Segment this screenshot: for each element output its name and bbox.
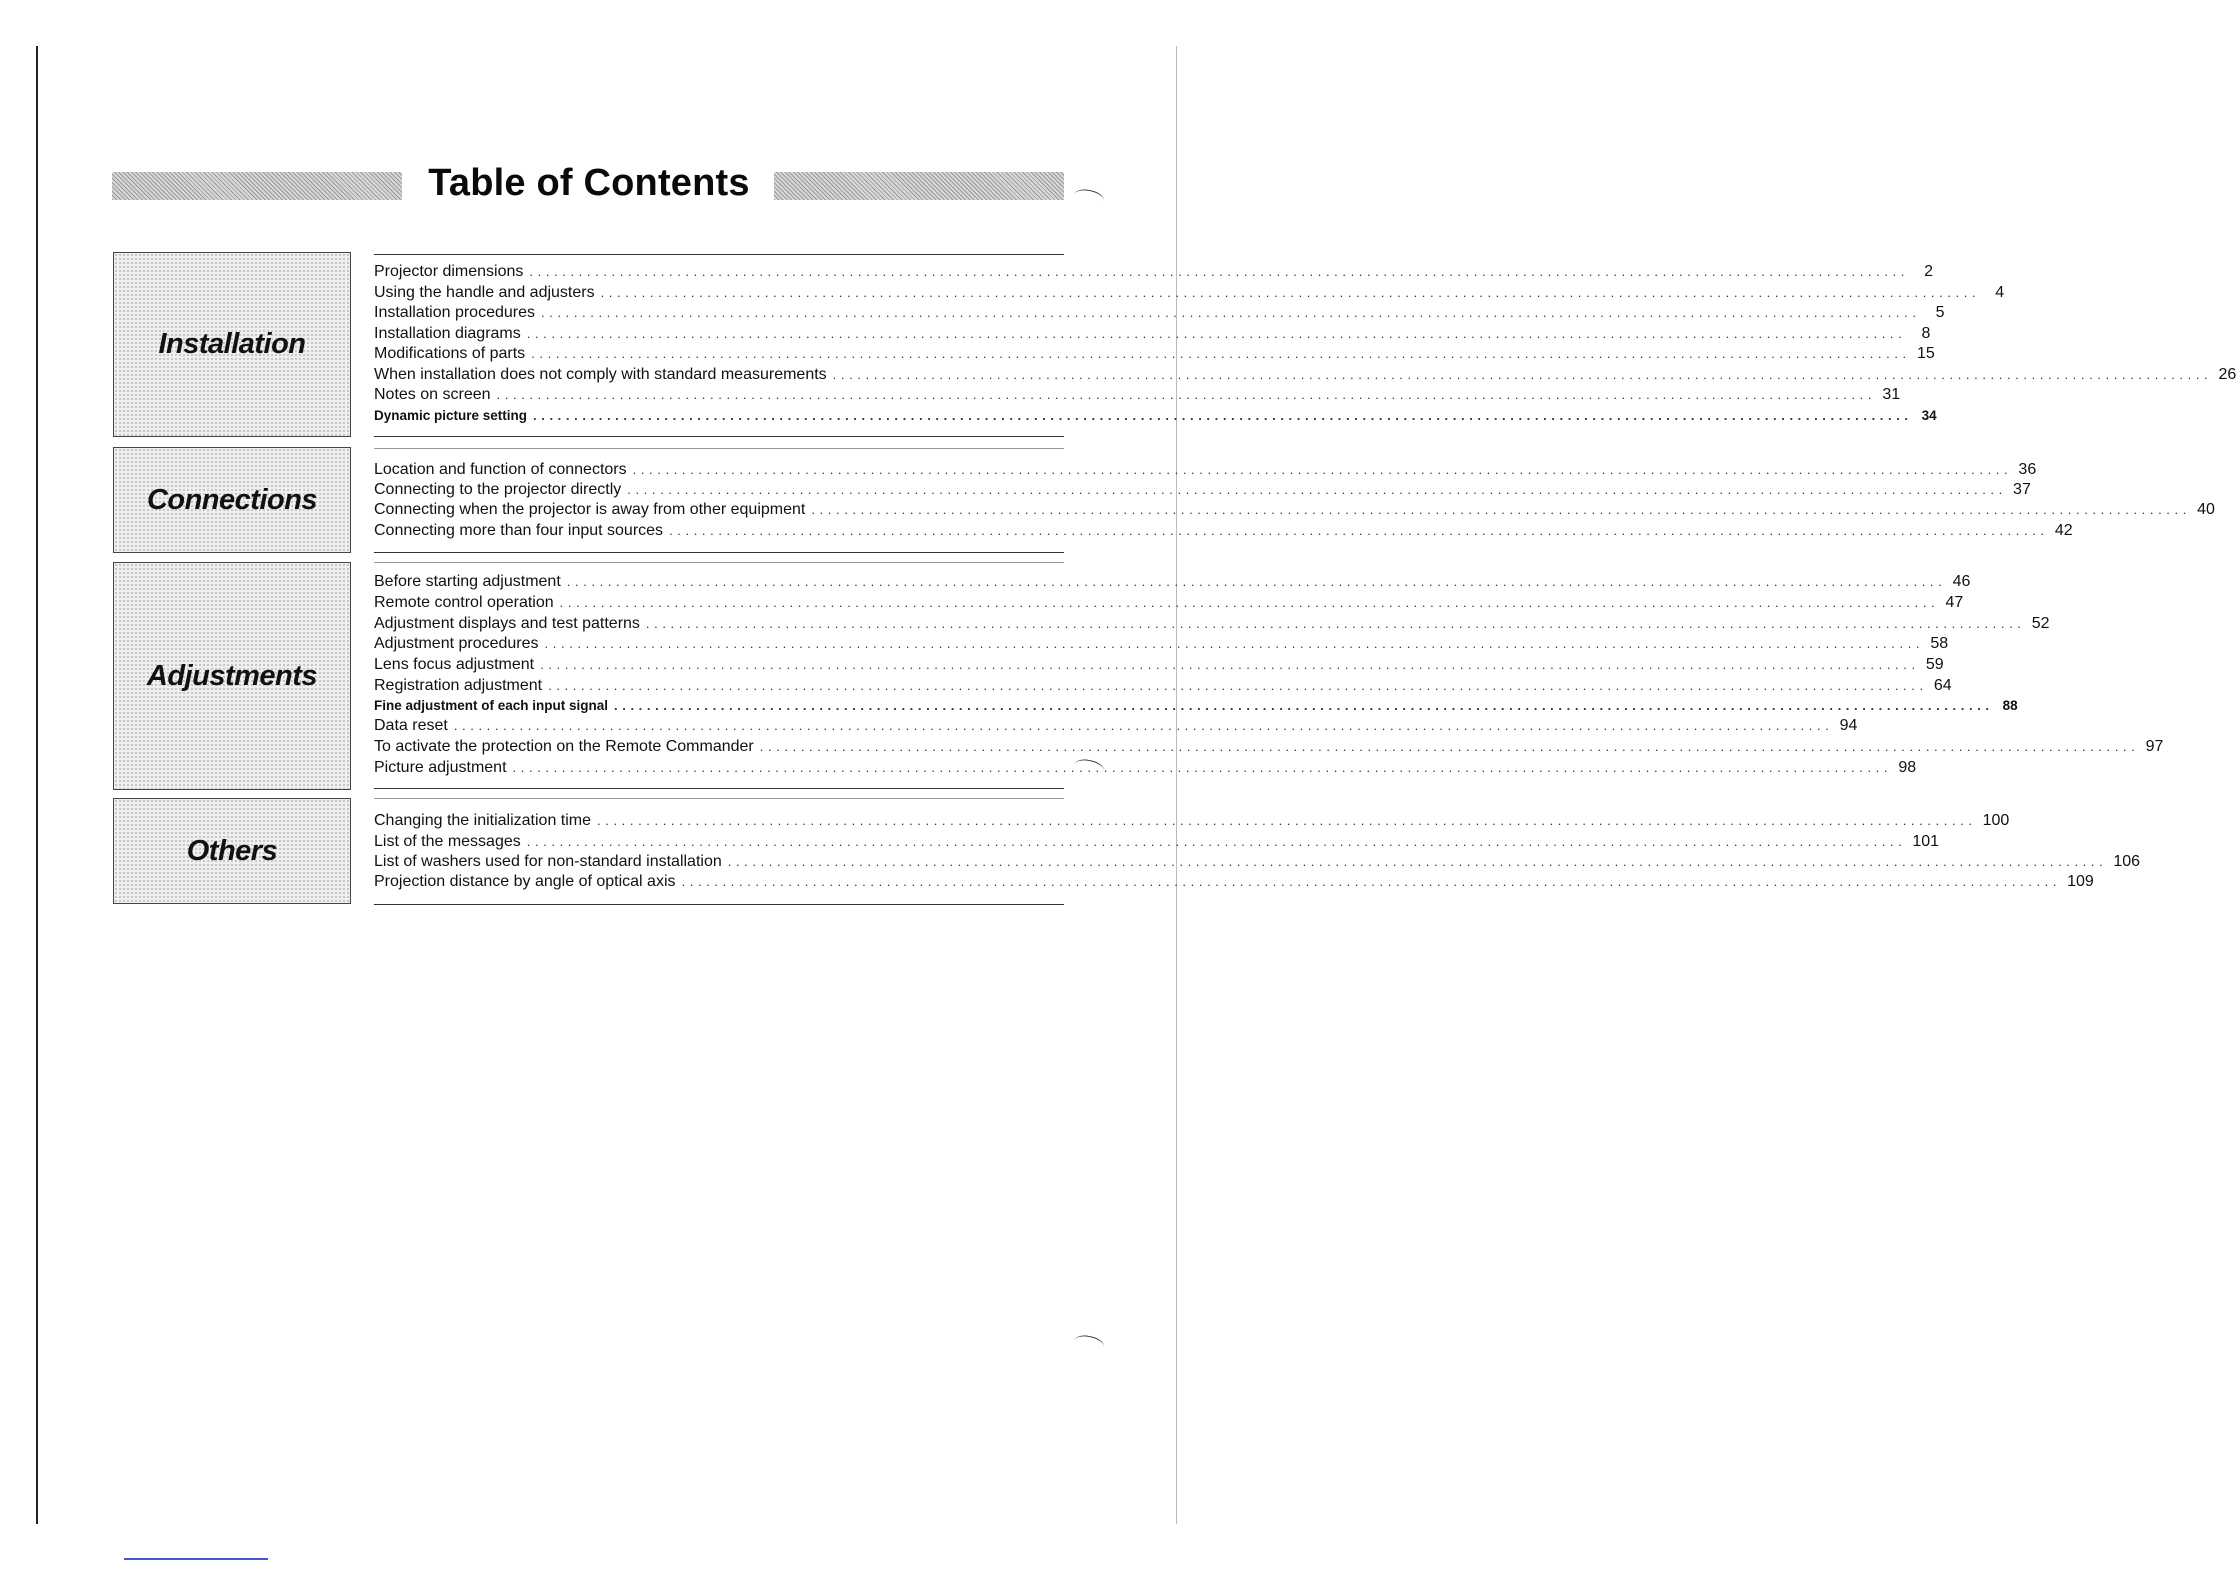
- toc-entry[interactable]: [374, 852, 2141, 872]
- toc-entry[interactable]: [374, 500, 2215, 520]
- toc-entry-page: 97: [2145, 738, 2164, 755]
- section-label-others: Others: [113, 798, 351, 904]
- toc-entry[interactable]: [374, 696, 2018, 716]
- toc-entry[interactable]: [374, 521, 2073, 541]
- leader-dots: ........................................................................................................................................................................: [645, 616, 2026, 631]
- toc-entry[interactable]: [374, 758, 1917, 778]
- toc-entry[interactable]: [374, 676, 1952, 696]
- margin-mark: [1073, 1333, 1105, 1354]
- toc-entry-title: Connecting more than four input sources: [374, 522, 664, 539]
- toc-entry-page: 8: [1921, 325, 1931, 342]
- toc-entry[interactable]: [374, 385, 1901, 405]
- leader-dots: ........................................................................................................................................................................: [548, 678, 1928, 693]
- toc-entry-title: Before starting adjustment: [374, 573, 561, 590]
- leader-dots: ........................................................................................................................................................................: [632, 462, 2013, 477]
- leader-dots: ........................................................................................................................................................................: [526, 326, 1907, 341]
- toc-entry-page: 5: [1935, 304, 1945, 321]
- toc-entry-page: 31: [1882, 386, 1901, 403]
- toc-entry-page: 59: [1925, 656, 1944, 673]
- toc-entry-page: 40: [2197, 501, 2215, 518]
- toc-entry-title: To activate the protection on the Remote Commander: [374, 738, 754, 755]
- toc-entry-page: 100: [1982, 812, 2010, 829]
- toc-entry-page: 98: [1898, 759, 1917, 776]
- section-label-installation: Installation: [113, 252, 351, 437]
- margin-mark: [1073, 187, 1105, 208]
- toc-entry[interactable]: [374, 365, 2236, 385]
- section-rule-top: [374, 254, 1064, 255]
- toc-entry-page: 106: [2113, 853, 2141, 870]
- title-bar-right: [774, 172, 1064, 200]
- leader-dots: ........................................................................................................................................................................: [526, 834, 1907, 849]
- toc-entry-title: Location and function of connectors: [374, 461, 627, 478]
- title-bar-left: [112, 172, 402, 200]
- leader-dots: ........................................................................................................................................................................: [669, 523, 2049, 538]
- leader-dots: ........................................................................................................................................................................: [533, 408, 1913, 423]
- leader-dots: ........................................................................................................................................................................: [811, 502, 2191, 517]
- toc-entry-title: Fine adjustment of each input signal: [374, 698, 609, 713]
- toc-entry-title: Registration adjustment: [374, 677, 543, 694]
- toc-entry[interactable]: [374, 614, 2050, 634]
- leader-dots: ........................................................................................................................................................................: [559, 595, 1940, 610]
- leader-dots: ........................................................................................................................................................................: [540, 305, 1921, 320]
- section-rule-bottom: [374, 552, 1064, 553]
- toc-entry-title: Modifications of parts: [374, 345, 526, 362]
- section-rule-bottom: [374, 436, 1064, 437]
- toc-entry[interactable]: [374, 832, 1940, 852]
- toc-entry-title: Changing the initialization time: [374, 812, 592, 829]
- toc-entry-page: 15: [1916, 345, 1935, 362]
- toc-entry[interactable]: [374, 593, 1964, 613]
- toc-entry[interactable]: [374, 283, 2005, 303]
- toc-entry[interactable]: [374, 262, 1933, 282]
- toc-entry-page: 101: [1912, 833, 1940, 850]
- leader-dots: ........................................................................................................................................................................: [529, 264, 1909, 279]
- toc-entry-page: 46: [1952, 573, 1971, 590]
- toc-block-installation: [374, 254, 2236, 450]
- binding-line-left: [36, 46, 38, 1524]
- toc-block-adjustments: [374, 570, 2164, 800]
- toc-entry-title: Adjustment displays and test patterns: [374, 615, 640, 632]
- toc-entry-title: Installation diagrams: [374, 325, 521, 342]
- toc-entry-page: 58: [1930, 635, 1949, 652]
- leader-dots: ........................................................................................................................................................................: [600, 285, 1981, 300]
- toc-entry[interactable]: [374, 344, 1935, 364]
- leader-dots: ........................................................................................................................................................................: [531, 346, 1911, 361]
- toc-entry-title: Lens focus adjustment: [374, 656, 535, 673]
- section-rule-bottom: [374, 904, 1064, 905]
- toc-entry-title: Connecting when the projector is away from other equipment: [374, 501, 806, 518]
- toc-entry[interactable]: [374, 460, 2037, 480]
- toc-entry[interactable]: [374, 324, 1931, 344]
- toc-entry-title: Adjustment procedures: [374, 635, 539, 652]
- section-rule-bottom: [374, 448, 1064, 449]
- toc-entry-page: 94: [1839, 717, 1858, 734]
- toc-entry-page: 34: [1921, 408, 1937, 423]
- toc-entry[interactable]: [374, 303, 1945, 323]
- leader-dots: ........................................................................................................................................................................: [540, 657, 1920, 672]
- leader-dots: ........................................................................................................................................................................: [614, 698, 1994, 713]
- leader-dots: ........................................................................................................................................................................: [496, 387, 1877, 402]
- toc-entry-page: 26: [2218, 366, 2236, 383]
- toc-entry[interactable]: [374, 811, 2010, 831]
- leader-dots: ........................................................................................................................................................................: [681, 874, 2062, 889]
- toc-entry-page: 37: [2013, 481, 2031, 498]
- toc-entry-title: Picture adjustment: [374, 759, 507, 776]
- toc-entry-title: Using the handle and adjusters: [374, 284, 595, 301]
- leader-dots: ........................................................................................................................................................................: [627, 482, 2007, 497]
- toc-entry-title: Connecting to the projector directly: [374, 481, 622, 498]
- section-rule-bottom: [374, 562, 1064, 563]
- toc-entry[interactable]: [374, 737, 2164, 757]
- toc-entry-title: Data reset: [374, 717, 448, 734]
- toc-entry-page: 47: [1945, 594, 1964, 611]
- toc-entry-title: Remote control operation: [374, 594, 554, 611]
- toc-entry-page: 109: [2067, 873, 2094, 890]
- leader-dots: ........................................................................................................................................................................: [597, 813, 1977, 828]
- page-title: Table of Contents: [428, 162, 750, 204]
- toc-entry-title: Dynamic picture setting: [374, 408, 528, 423]
- toc-entry-title: Installation procedures: [374, 304, 535, 321]
- toc-entry-page: 2: [1924, 263, 1933, 280]
- toc-entry[interactable]: [374, 716, 1858, 736]
- footer-link-underline: [124, 1558, 268, 1560]
- toc-entry-page: 64: [1933, 677, 1952, 694]
- toc-entry-title: When installation does not comply with standard measurements: [374, 366, 827, 383]
- toc-entry[interactable]: [374, 655, 1944, 675]
- leader-dots: ........................................................................................................................................................................: [566, 574, 1947, 589]
- section-rule-bottom: [374, 798, 1064, 799]
- leader-dots: ........................................................................................................................................................................: [544, 636, 1925, 651]
- toc-entry[interactable]: [374, 572, 1971, 592]
- toc-entry-title: Notes on screen: [374, 386, 491, 403]
- toc-entry-page: 52: [2031, 615, 2050, 632]
- leader-dots: ........................................................................................................................................................................: [759, 739, 2140, 754]
- title-row: [112, 160, 1064, 216]
- toc-entry[interactable]: [374, 406, 1937, 426]
- leader-dots: ........................................................................................................................................................................: [453, 718, 1834, 733]
- section-label-connections: Connections: [113, 447, 351, 553]
- toc-entry-title: List of washers used for non-standard installation: [374, 853, 722, 870]
- section-rule-bottom: [374, 788, 1064, 789]
- toc-entry-title: Projector dimensions: [374, 263, 524, 280]
- toc-entry-page: 36: [2018, 461, 2037, 478]
- toc-entry[interactable]: [374, 634, 1949, 654]
- section-label-adjustments: Adjustments: [113, 562, 351, 790]
- leader-dots: ........................................................................................................................................................................: [512, 760, 1893, 775]
- toc-block-others: [374, 808, 2141, 908]
- toc-entry-page: 4: [1995, 284, 2005, 301]
- toc-entry-title: List of the messages: [374, 833, 521, 850]
- toc-entry[interactable]: [374, 480, 2031, 500]
- toc-entry-title: Projection distance by angle of optical axis: [374, 873, 676, 890]
- leader-dots: ........................................................................................................................................................................: [727, 854, 2108, 869]
- leader-dots: ........................................................................................................................................................................: [832, 367, 2213, 382]
- toc-block-connections: [374, 456, 2215, 566]
- toc-entry-page: 42: [2054, 522, 2073, 539]
- toc-entry[interactable]: [374, 872, 2094, 892]
- toc-entry-page: 88: [2002, 698, 2018, 713]
